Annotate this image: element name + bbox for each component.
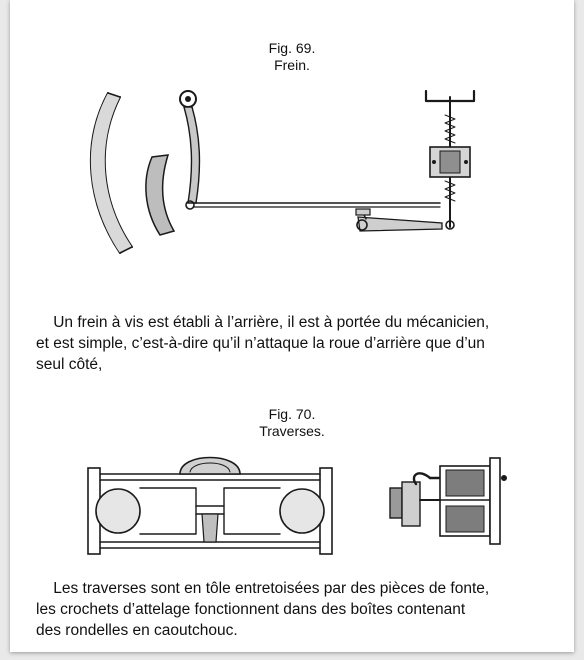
paragraph-line: des rondelles en caoutchouc. [36,622,238,639]
document-page [10,0,574,652]
fig70-number: Fig. 70. [268,406,316,422]
fig70-caption [10,406,574,440]
paragraph-brake [36,312,556,375]
fig70-traverse-illustration [80,448,520,558]
paragraph-line: Les traverses sont en tôle entretoisées par des pièces de fonte, [36,580,490,597]
paragraph-line: seul côté, [36,356,103,373]
paragraph-line: et est simple, c’est-à-dire qu’il n’attaque la roue d’arrière que d’un [36,335,485,352]
fig69-title: Frein. [274,57,310,73]
fig69-number: Fig. 69. [268,40,316,56]
paragraph-line: les crochets d’attelage fonctionnent dans des boîtes contenant [36,601,466,618]
paragraph-line: Un frein à vis est établi à l’arrière, il est à portée du mécanicien, [36,314,490,331]
paragraph-traverses [36,578,556,641]
fig69-brake-illustration [90,85,480,265]
fig70-title: Traverses. [259,423,325,439]
fig69-caption [10,40,574,74]
